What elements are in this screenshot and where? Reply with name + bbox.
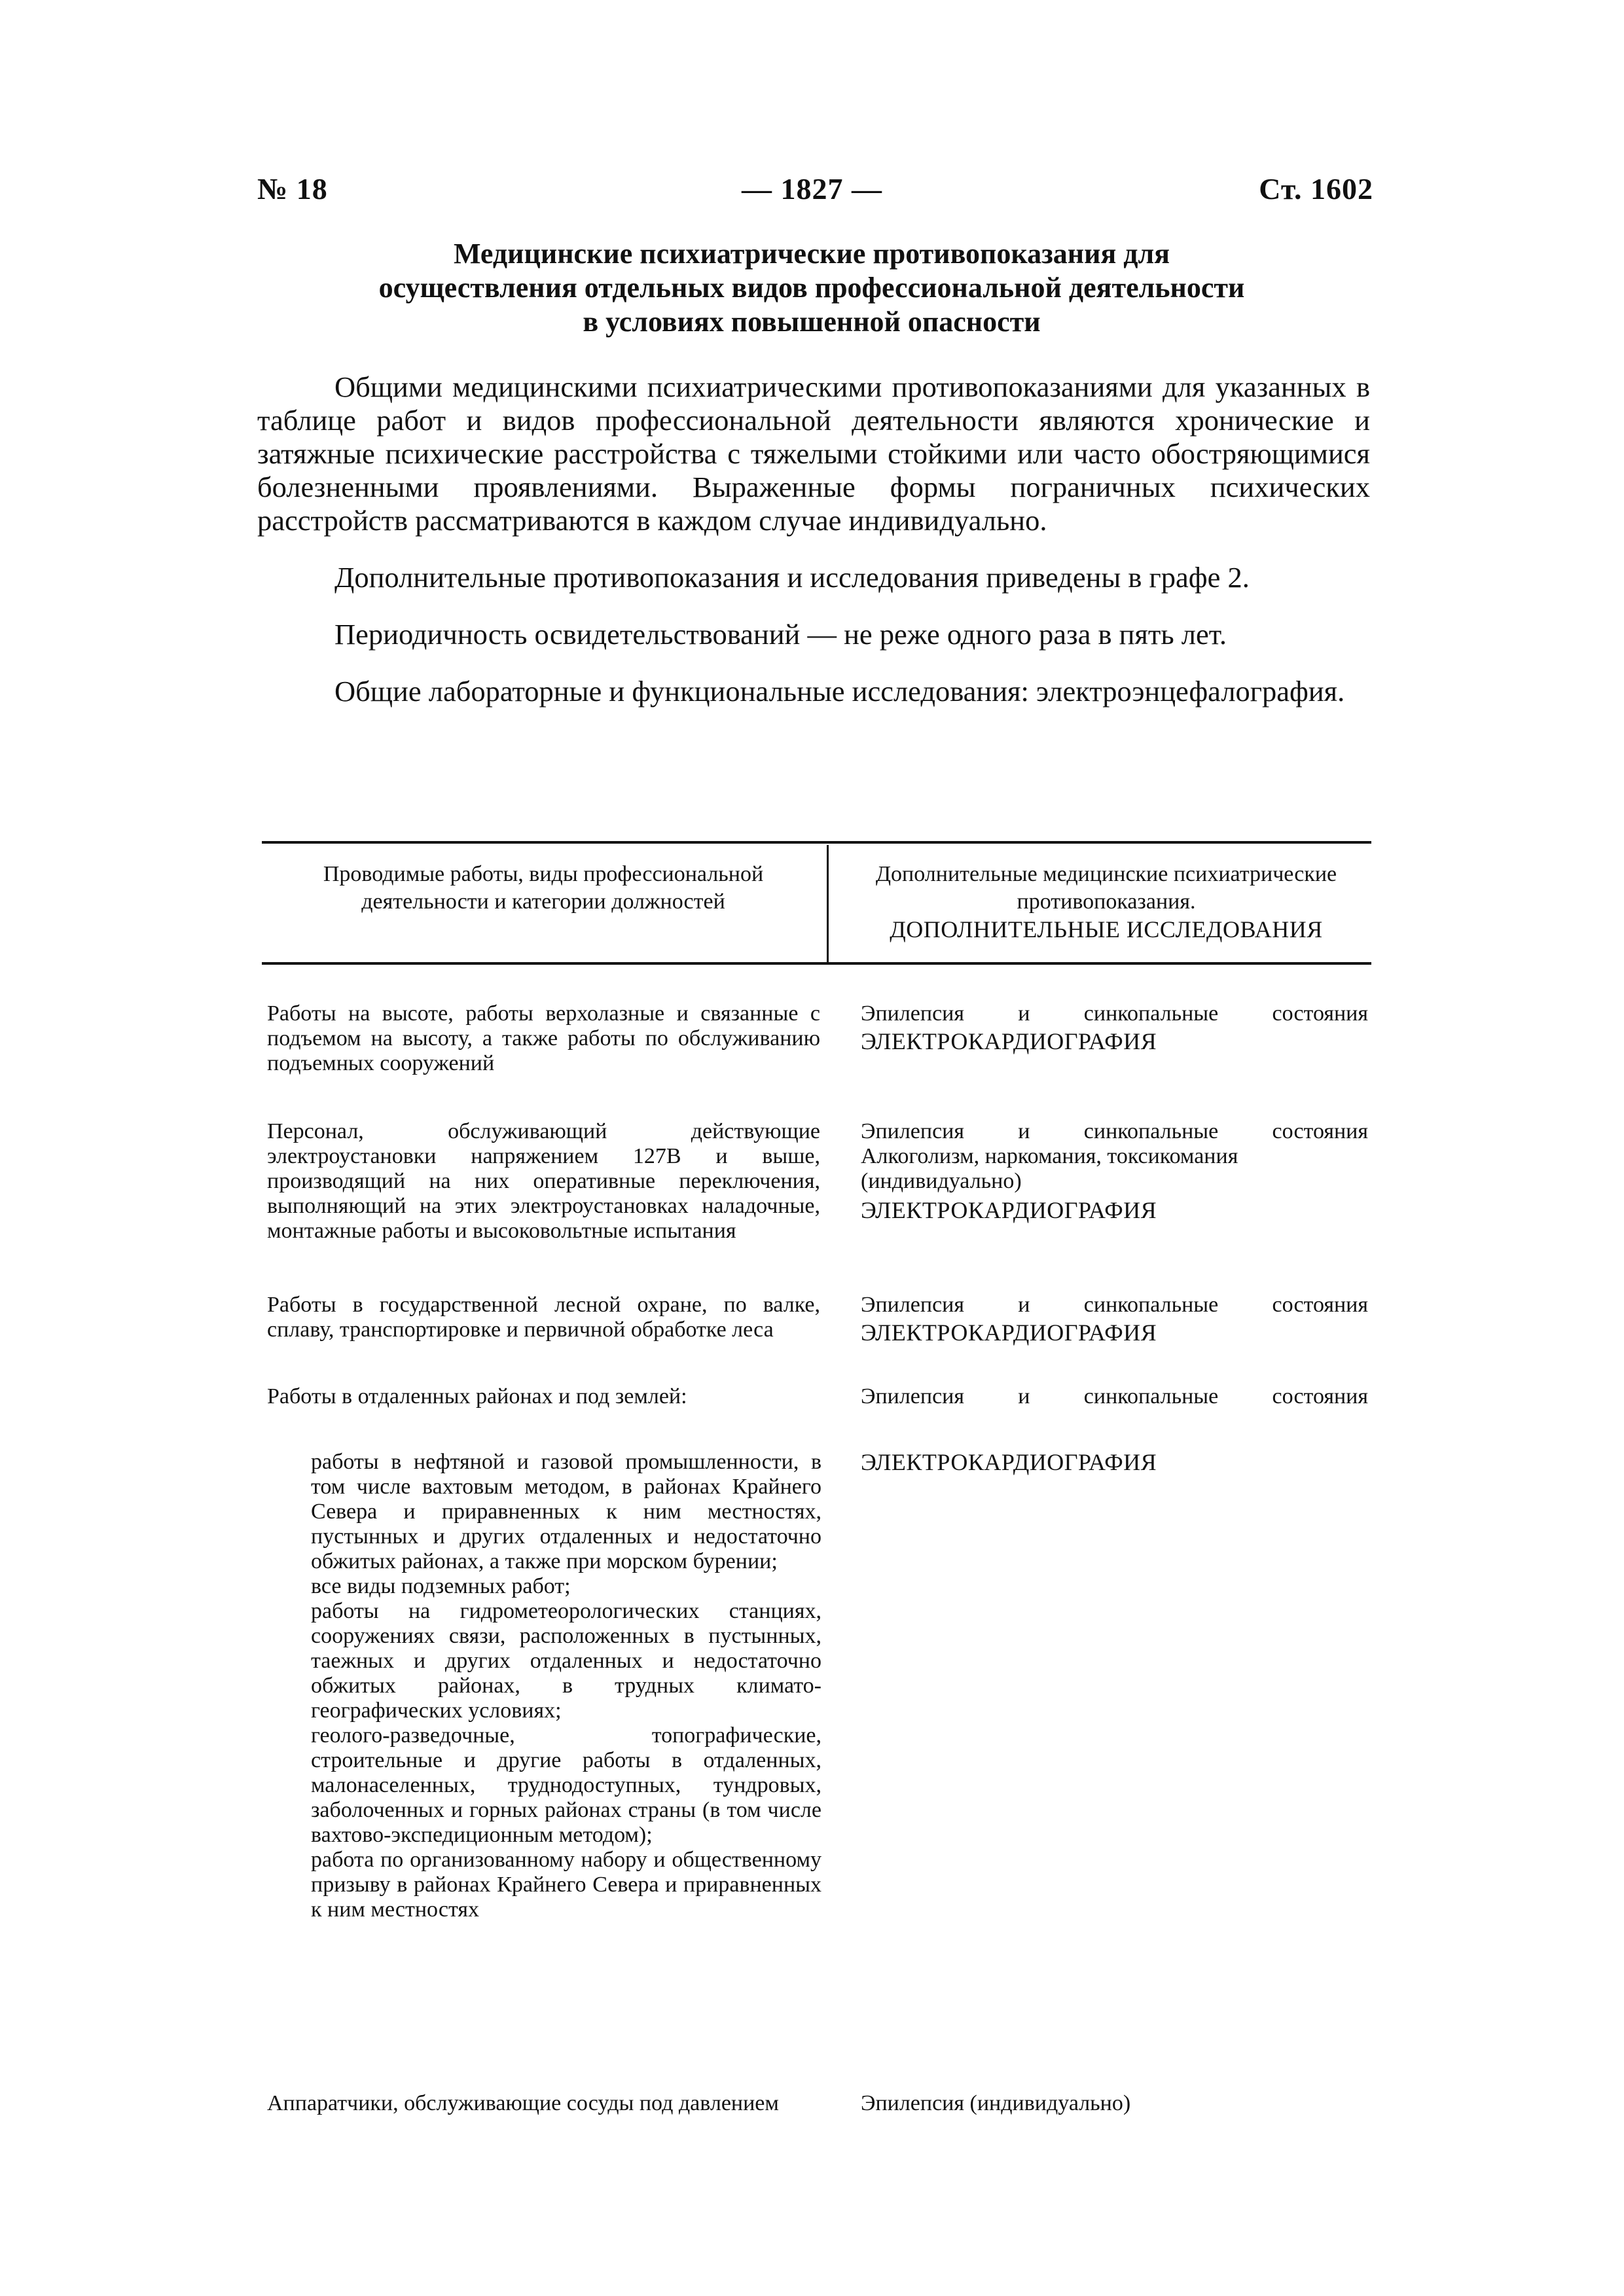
contraindication: Эпилепсия и синкопальные состояния bbox=[861, 1293, 1368, 1317]
paragraph-exams: Общие лабораторные и функциональные исследования: электроэнцефалография. bbox=[334, 675, 1345, 708]
table-row-work: Работы в отдаленных районах и под землей: bbox=[267, 1384, 687, 1408]
list-item: работы в нефтяной и газовой промышленности, в том числе вахтовым методом, в районах Крайнего Севера и приравненных к ним местностях, пустынных и других отдаленных и недостаточно обжитых районах, а также при морском бурении; bbox=[311, 1450, 821, 1573]
paragraph-additional: Дополнительные противопоказания и исследования приведены в графе 2. bbox=[334, 561, 1250, 594]
list-item: геолого-разведочные, топографические, строительные и другие работы в отдаленных, малонаселенных, труднодоступных, тундровых, заболоченных и горных районах страны (в том числе вахтово-экспедиционным методом); bbox=[311, 1723, 821, 1847]
table-row-contraindications bbox=[861, 1001, 1368, 1054]
title-line: в условиях повышенной опасности bbox=[583, 306, 1041, 338]
table-row-work: Работы на высоте, работы верхолазные и связанные с подъемом на высоту, а также работы по обслуживанию подъемных сооружений bbox=[267, 1001, 820, 1075]
intro-text bbox=[257, 370, 1370, 732]
title-line: Медицинские психиатрические противопоказания для bbox=[453, 238, 1170, 270]
exam: ЭЛЕКТРОКАРДИОГРАФИЯ bbox=[861, 1197, 1157, 1223]
column-header-contraindications bbox=[844, 861, 1368, 943]
header-column-divider bbox=[827, 845, 829, 963]
column-header-line: Дополнительные медицинские психиатрические противопоказания. bbox=[875, 862, 1337, 914]
contraindication: Эпилепсия и синкопальные состояния bbox=[861, 1384, 1368, 1408]
table-row-contraindications bbox=[861, 1119, 1368, 1223]
exam: ЭЛЕКТРОКАРДИОГРАФИЯ bbox=[861, 1319, 1157, 1346]
table-row-work: Работы в государственной лесной охране, по валке, сплаву, транспортировке и первичной обработке леса bbox=[267, 1293, 820, 1342]
table-header-rule bbox=[262, 962, 1371, 965]
table-row-contraindications bbox=[861, 1384, 1368, 1409]
exam: ЭЛЕКТРОКАРДИОГРАФИЯ bbox=[861, 1449, 1157, 1475]
list-item: работа по организованному набору и общественному призыву в районах Крайнего Севера и приравненных к ним местностях bbox=[311, 1848, 821, 1922]
column-header-line: ДОПОЛНИТЕЛЬНЫЕ ИССЛЕДОВАНИЯ bbox=[890, 916, 1323, 942]
contraindication: Эпилепсия (индивидуально) bbox=[861, 2091, 1131, 2115]
table-row-exam bbox=[861, 1450, 1368, 1475]
table-row-contraindications bbox=[861, 1293, 1368, 1345]
table-row-contraindications bbox=[861, 2091, 1368, 2116]
document-title bbox=[249, 237, 1375, 339]
article-number: Ст. 1602 bbox=[1259, 172, 1373, 206]
page-number: — 1827 — bbox=[742, 172, 882, 206]
paragraph-general: Общими медицинскими психиатрическими противопоказаниями для указанных в таблице работ и видов профессиональной деятельности являются хронические и затяжные психические расстройства с тяжелыми стойкими или часто обостряющимися болезненными проявлениями. Выраженные формы пограничных психических расстройств рассматриваются в каждом случае индивидуально. bbox=[257, 370, 1370, 537]
contraindication: Эпилепсия и синкопальные состояния bbox=[861, 1001, 1368, 1026]
issue-number: № 18 bbox=[257, 172, 328, 206]
table-row-work: Аппаратчики, обслуживающие сосуды под давлением bbox=[267, 2091, 779, 2115]
table-top-rule bbox=[262, 841, 1371, 844]
table-row-work: Персонал, обслуживающий действующие электроустановки напряжением 127В и выше, производящий на них оперативные переключения, выполняющий на этих электроустановках наладочные, монтажные работы и высоковольтные испытания bbox=[267, 1119, 820, 1243]
contraindication: Эпилепсия и синкопальные состояния bbox=[861, 1119, 1368, 1143]
title-line: осуществления отдельных видов профессиональной деятельности bbox=[378, 272, 1245, 304]
paragraph-periodicity: Периодичность освидетельствований — не реже одного раза в пять лет. bbox=[334, 618, 1227, 651]
exam: ЭЛЕКТРОКАРДИОГРАФИЯ bbox=[861, 1028, 1157, 1054]
column-header-works: Проводимые работы, виды профессиональной деятельности и категории должностей bbox=[323, 862, 764, 914]
contraindication: Алкоголизм, наркомания, токсикомания (индивидуально) bbox=[861, 1144, 1238, 1193]
table-row-subitems bbox=[311, 1450, 821, 1922]
list-item: все виды подземных работ; bbox=[311, 1574, 571, 1598]
list-item: работы на гидрометеорологических станциях, сооружениях связи, расположенных в пустынных, таежных и других отдаленных и недостаточно обжитых районах, в трудных климато-географических условиях; bbox=[311, 1599, 821, 1723]
